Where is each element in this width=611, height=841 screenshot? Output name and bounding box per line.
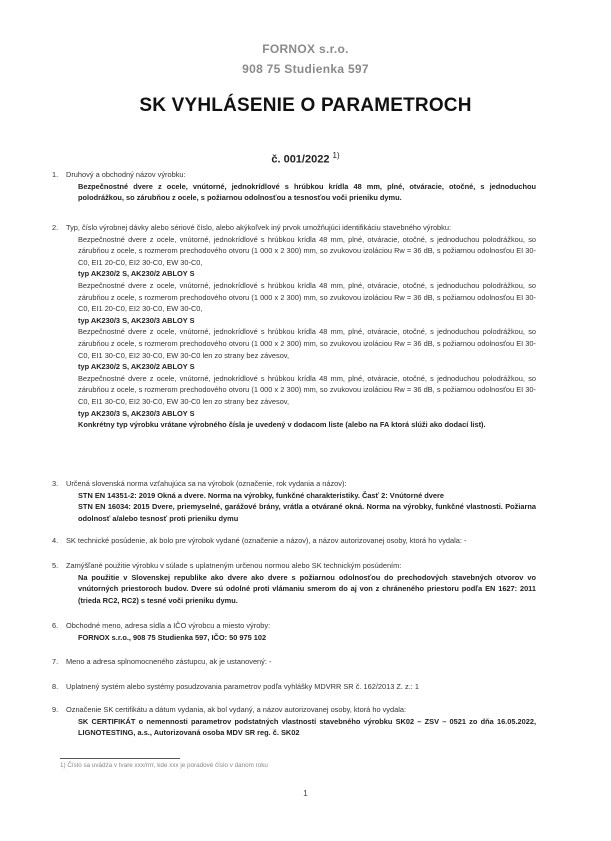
- item-label: Určená slovenská norma vzťahujúca sa na výrobok (označenie, rok vydania a názov):: [66, 479, 347, 488]
- item-number: 1.: [52, 170, 59, 179]
- variant-type: typ AK230/2 S, AK230/2 ABLOY S: [78, 362, 195, 372]
- item-8: [52, 681, 536, 693]
- item-label: Druhový a obchodný názov výrobku:: [66, 170, 186, 179]
- item-5: [52, 560, 536, 606]
- variant-type: typ AK230/3 S, AK230/3 ABLOY S: [78, 408, 195, 418]
- item-label: Uplatnený systém alebo systémy posudzovania parametrov podľa vyhlášky MDVRR SR č. 162/2013 Z. z.: 1: [66, 682, 419, 691]
- item-label: Obchodné meno, adresa sídla a IČO výrobcu a miesto výroby:: [66, 621, 271, 630]
- item-label: Typ, číslo výrobnej dávky alebo sériové číslo, alebo akýkoľvek iný prvok umožňujúci identifikáciu stavebného výrobku:: [66, 223, 452, 232]
- item-label: Označenie SK certifikátu a dátum vydania, ak bol vydaný, a názov autorizovanej osoby, ktorá ho vydala:: [66, 705, 407, 714]
- intended-use: Na použitie v Slovenskej republike ako dvere ako dvere s požiarnou odolnosťou do prechodových stavebných otvorov vo vnútorných priestoroch budov. Dvere sú odolné proti vlámaniu smerom do aj von z chráneného priestoru podľa EN 1627: 2011 (trieda RC2, RC2) s tesné voči prieniku dymu.: [78, 572, 536, 605]
- item-number: 9.: [52, 705, 59, 714]
- item-label: Zamýšľané použitie výrobku v súlade s uplatneným určenou normou alebo SK technickým posúdením:: [66, 561, 402, 570]
- page-number: 1: [303, 789, 308, 798]
- item-number: 8.: [52, 682, 59, 691]
- item-label: SK technické posúdenie, ak bolo pre výrobok vydané (označenie a názov), a názov autorizovanej osoby, ktorá ho vydala: -: [66, 536, 467, 545]
- item-9: [52, 704, 536, 739]
- variant-description: Bezpečnostné dvere z ocele, vnútorné, jednokrídlové s hrúbkou krídla 48 mm, plné, otváracie, otočné, s jednoduchou polodrážkou, so zárubňou z ocele, s rozmerom prechodového otvoru (1 000 x 2 300) mm, so zvukovou izoláciou Rw = 36 dB, s požiarnou odolnosťou EI 30-C0, EI1 30-C0, EI2 30-C0, EW 30-C0 len zo strany bez závesov,: [78, 327, 536, 360]
- variant-type: typ AK230/3 S, AK230/3 ABLOY S: [78, 315, 195, 325]
- item-label: Meno a adresa splnomocneného zástupcu, ak je ustanovený: -: [66, 657, 272, 666]
- company-name: FORNOX s.r.o.: [262, 42, 349, 56]
- footnote-divider: [60, 758, 180, 759]
- item-6: [52, 620, 536, 643]
- item-number: 5.: [52, 561, 59, 570]
- item-number: 2.: [52, 223, 59, 232]
- delivery-note: Konkrétny typ výrobku vrátane výrobného čísla je uvedený v dodacom liste (alebo na FA ktorá slúži ako dodací list).: [78, 420, 486, 430]
- product-name: Bezpečnostné dvere z ocele, vnútorné, jednokrídlové s hrúbkou krídla 48 mm, plné, otváracie, otočné, s jednoduchou polodrážkou, so zárubňou z ocele, s požiarnou odolnosťou a tesnosťou voči prieniku dymu.: [78, 181, 536, 203]
- standard-line: STN EN 16034: 2015 Dvere, priemyselné, garážové brány, vrátla a otvárané okná. Norma na výrobky, funkčné vlastnosti. Požiarna odolnosť a/alebo tesnosť proti prieniku dymu: [78, 502, 536, 523]
- variant-type: typ AK230/2 S, AK230/2 ABLOY S: [78, 269, 195, 279]
- document-number-value: č. 001/2022: [271, 153, 330, 166]
- item-1: [52, 169, 536, 204]
- document-title: SK VYHLÁSENIE O PARAMETROCH: [139, 95, 472, 116]
- item-number: 3.: [52, 479, 59, 488]
- company-address: 908 75 Studienka 597: [242, 62, 369, 76]
- variant-description: Bezpečnostné dvere z ocele, vnútorné, jednokrídlové s hrúbkou krídla 48 mm, plné, otváracie, otočné, s jednoduchou polodrážkou, so zárubňou z ocele, s rozmerom prechodového otvoru (1 000 x 2 300) mm, so zvukovou izoláciou Rw = 36 dB, s požiarnou odolnosťou EI 30-C0, EI1 20-C0, EI2 30-C0, EW 30-C0,: [78, 280, 536, 314]
- item-4: [52, 535, 536, 547]
- standard-line: STN EN 14351-2: 2019 Okná a dvere. Norma na výrobky, funkčné charakteristiky. Časť 2: Vnútorné dvere: [78, 490, 444, 500]
- variant-description: Bezpečnostné dvere z ocele, vnútorné, jednokrídlové s hrúbkou krídla 48 mm, plné, otváracie, otočné, s jednoduchou polodrážkou, so zárubňou z ocele, s rozmerom prechodového otvoru (1 000 x 2 300) mm, so zvukovou izoláciou Rw = 36 dB, s požiarnou odolnosťou EI 30-C0, EI1 30-C0, EI2 30-C0, EW 30-C0 len zo strany bez závesov,: [78, 373, 536, 406]
- item-number: 6.: [52, 621, 59, 630]
- item-2: [52, 222, 536, 431]
- footnote: 1) Číslo sa uvádza v tvare xxx/rrrr, kde xxx je poradové číslo v danom roku: [60, 762, 268, 769]
- footnote-ref: 1): [332, 151, 340, 160]
- item-3: [52, 478, 536, 524]
- item-number: 7.: [52, 657, 59, 666]
- manufacturer: FORNOX s.r.o., 908 75 Studienka 597, IČO: 50 975 102: [78, 632, 267, 642]
- item-number: 4.: [52, 536, 59, 545]
- certificate: SK CERTIFIKÁT o nemennosti parametrov podstatných vlastností stavebného výrobku SK02 – ZSV – 0521 zo dňa 16.05.2022, LIGNOTESTING, a.s., Autorizovaná osoba MDV SR reg. č. SK02: [78, 716, 536, 738]
- variant-description: Bezpečnostné dvere z ocele, vnútorné, jednokrídlové s hrúbkou krídla 48 mm, plné, otváracie, otočné, s jednoduchou polodrážkou, so zárubňou z ocele, s rozmerom prechodového otvoru (1 000 x 2 300) mm, so zvukovou izoláciou Rw = 36 dB, s požiarnou odolnosťou EI 30-C0, EI1 20-C0, EI2 30-C0, EW 30-C0,: [78, 234, 536, 267]
- document-number: [0, 151, 611, 166]
- item-7: [52, 656, 536, 668]
